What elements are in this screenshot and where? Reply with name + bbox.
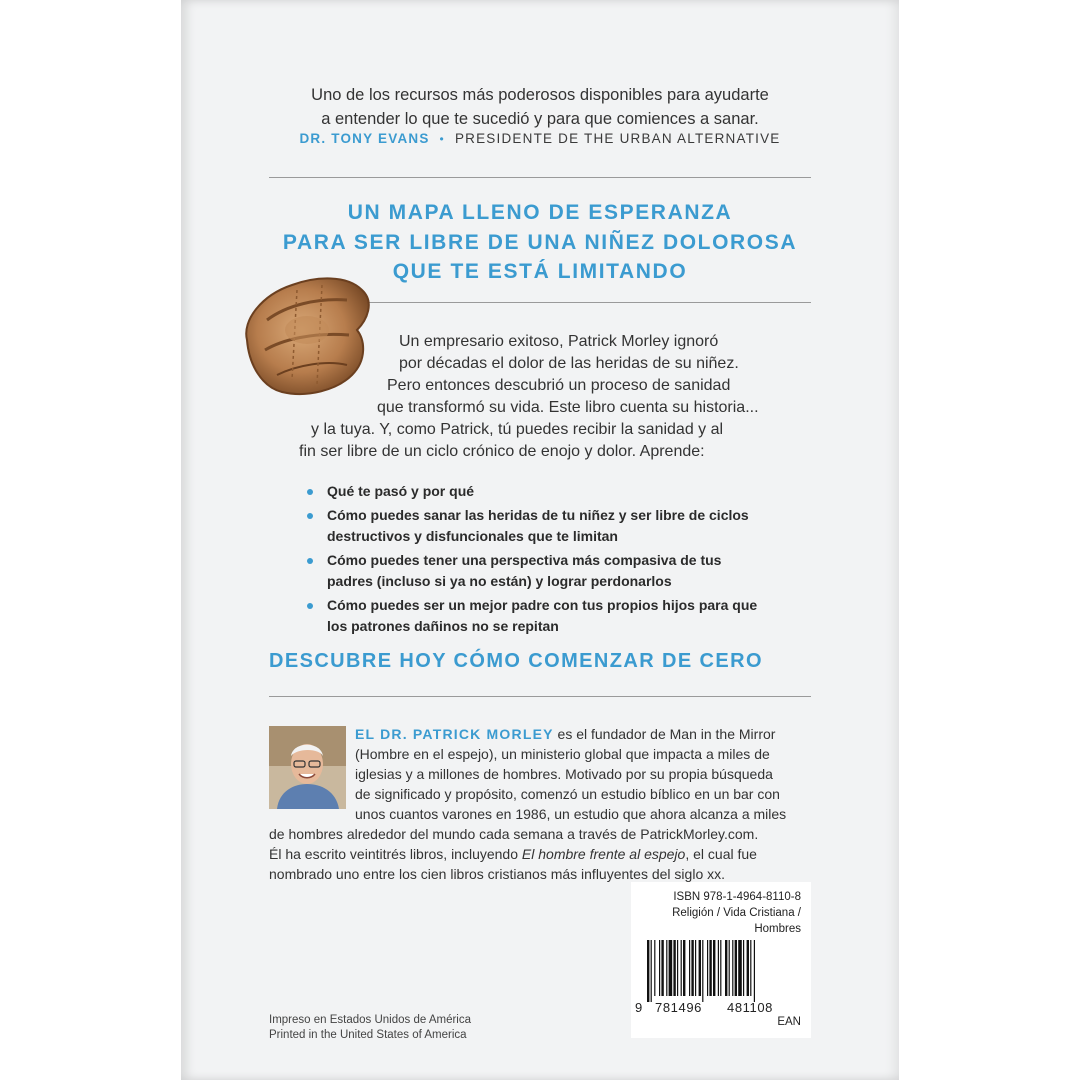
bullet-dot <box>307 603 313 609</box>
endorsement-quote <box>181 83 899 131</box>
bio-line-2: (Hombre en el espejo), un ministerio global que impacta a miles de <box>355 746 770 762</box>
barcode-bar <box>718 940 719 996</box>
bullet-text: Cómo puedes tener una perspectiva más compasiva de tus <box>327 552 722 568</box>
bio-text: Él ha escrito veintitrés libros, incluyendo <box>269 846 522 862</box>
barcode-bar <box>754 940 755 1002</box>
printed-in-english: Printed in the United States of America <box>269 1029 467 1041</box>
bullet-dot <box>307 558 313 564</box>
intro-line-3: Pero entonces descubrió un proceso de sanidad <box>387 377 731 394</box>
bullet-text: padres (incluso si ya no están) y lograr perdonarlos <box>327 573 672 589</box>
barcode-bar <box>651 940 652 1002</box>
divider-top <box>269 177 811 178</box>
isbn-number: ISBN 978-1-4964-8110-8 <box>673 891 801 903</box>
barcode-bar <box>681 940 682 996</box>
separator-dot: • <box>439 132 445 146</box>
intro-line-5: y la tuya. Y, como Patrick, tú puedes recibir la sanidad y al <box>311 421 724 438</box>
bio-line-8: nombrado uno entre los cien libros cristianos más influyentes del siglo xx. <box>269 866 726 882</box>
headline-line-1: UN MAPA LLENO DE ESPERANZA <box>347 201 733 224</box>
bio-author-name: EL DR. PATRICK MORLEY <box>355 726 554 742</box>
divider-headline <box>341 302 811 303</box>
bullet-text: Cómo puedes ser un mejor padre con tus propios hijos para que <box>327 597 758 613</box>
barcode-bar <box>750 940 751 996</box>
barcode-bar <box>654 940 655 996</box>
quote-line-1: Uno de los recursos más poderosos disponibles para ayudarte <box>311 86 769 104</box>
barcode-bar <box>661 940 663 996</box>
barcode-digits-right: 481108 <box>727 1000 774 1015</box>
barcode-bar <box>683 940 685 996</box>
bio-line-7 <box>269 844 757 864</box>
bullet-text: los patrones dañinos no se repitan <box>327 618 559 634</box>
barcode-bar <box>673 940 675 996</box>
barcode-bar <box>691 940 693 996</box>
bullet-item <box>299 595 799 637</box>
bullet-text: destructivos y disfuncionales que te limitan <box>327 528 618 544</box>
book-back-cover <box>181 0 899 1080</box>
barcode-bar <box>659 940 660 996</box>
barcode-bar <box>735 940 737 996</box>
bullet-text: Qué te pasó y por qué <box>327 483 475 499</box>
bio-line-3: iglesias y a millones de hombres. Motivado por su propia búsqueda <box>355 766 773 782</box>
intro-line-1: Un empresario exitoso, Patrick Morley ignoró <box>399 333 719 350</box>
barcode-panel <box>631 882 811 1038</box>
barcode-digits-left: 781496 <box>655 1000 702 1015</box>
barcode-bar <box>677 940 678 996</box>
barcode-bars <box>641 940 801 1002</box>
barcode-bar <box>720 940 721 996</box>
bio-line-6: de hombres alrededor del mundo cada semana a través de PatrickMorley.com. <box>269 826 759 842</box>
divider-bio <box>269 696 811 697</box>
category-line-1: Religión / Vida Cristiana / <box>672 907 801 919</box>
barcode-bar <box>669 940 673 996</box>
barcode-bar <box>713 940 715 996</box>
bullet-list <box>299 481 799 640</box>
intro-line-6: fin ser libre de un ciclo crónico de enojo y dolor. Aprende: <box>299 443 705 460</box>
barcode-bar <box>729 940 730 996</box>
bullet-dot <box>307 489 313 495</box>
barcode-bar <box>647 940 649 1002</box>
printed-in-spanish: Impreso en Estados Unidos de América <box>269 1014 471 1026</box>
call-to-action: DESCUBRE HOY CÓMO COMENZAR DE CERO <box>269 650 763 672</box>
bio-text: , el cual fue <box>685 846 757 862</box>
intro-line-2: por décadas el dolor de las heridas de su niñez. <box>399 355 739 372</box>
barcode-bar <box>699 940 701 996</box>
book-title-italic: El hombre frente al espejo <box>521 846 686 862</box>
bio-text: es el fundador de Man in the Mirror <box>553 726 776 742</box>
barcode-bar <box>743 940 744 996</box>
bullet-dot <box>307 513 313 519</box>
quote-author: DR. TONY EVANS <box>299 131 430 146</box>
bio-line-4: de significado y propósito, comenzó un estudio bíblico en un bar con <box>355 786 780 802</box>
barcode-bar <box>725 940 727 996</box>
barcode-bar <box>732 940 733 996</box>
author-photo <box>269 726 346 809</box>
headline-line-3: QUE TE ESTÁ LIMITANDO <box>392 260 688 283</box>
bullet-text: Cómo puedes sanar las heridas de tu niñez y ser libre de ciclos <box>327 507 749 523</box>
barcode-bar <box>702 940 703 1002</box>
quote-line-2: a entender lo que te sucedió y para que comiences a sanar. <box>321 110 759 128</box>
category-line-2: Hombres <box>754 923 801 935</box>
quote-attribution <box>181 131 899 146</box>
barcode-bar <box>707 940 708 996</box>
barcode-bar <box>709 940 711 996</box>
bio-line-1 <box>355 724 775 744</box>
intro-line-4: que transformó su vida. Este libro cuenta su historia... <box>377 399 759 416</box>
barcode-bar <box>689 940 690 996</box>
barcode-bar <box>747 940 749 996</box>
bio-line-5: unos cuantos varones en 1986, un estudio que ahora alcanza a miles <box>355 806 787 822</box>
barcode-bar <box>666 940 667 996</box>
bullet-item <box>299 481 799 502</box>
barcode-digit-lead: 9 <box>635 1000 643 1015</box>
ean-label: EAN <box>777 1016 801 1028</box>
barcode-bar <box>695 940 696 996</box>
bullet-item <box>299 505 799 547</box>
headline-line-2: PARA SER LIBRE DE UNA NIÑEZ DOLOROSA <box>282 230 798 254</box>
barcode-bar <box>738 940 742 996</box>
baseball-glove-image <box>237 270 377 400</box>
quote-author-role: PRESIDENTE DE THE URBAN ALTERNATIVE <box>454 131 781 146</box>
bullet-item <box>299 550 799 592</box>
